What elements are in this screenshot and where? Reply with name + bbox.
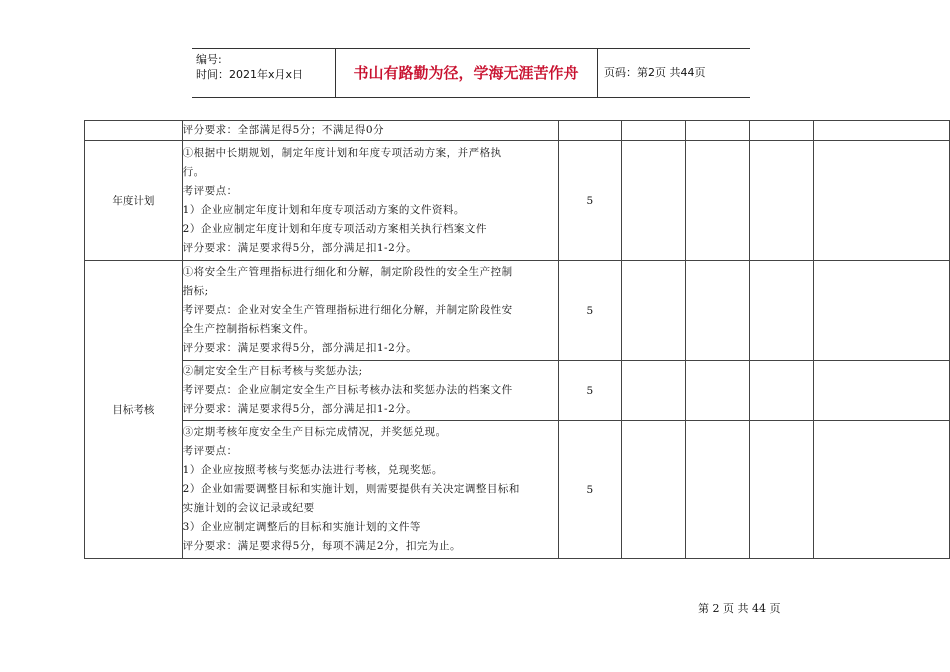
header-divider bbox=[597, 49, 598, 97]
content-line: 2）企业应制定年度计划和年度专项活动方案相关执行档案文件 bbox=[182, 222, 487, 235]
content-line: ①根据中长期规划，制定年度计划和年度专项活动方案，并严格执 bbox=[182, 146, 502, 159]
content-line: 全生产控制指标档案文件。 bbox=[182, 323, 315, 335]
score-cell: 5 bbox=[558, 261, 622, 361]
content-cell bbox=[182, 141, 558, 261]
content-cell bbox=[182, 121, 558, 141]
table-row bbox=[85, 121, 950, 141]
table-row bbox=[85, 421, 950, 559]
document-number-label: 编号: bbox=[196, 53, 222, 66]
content-line: 考评要点： bbox=[182, 445, 238, 457]
score-cell: 5 bbox=[558, 361, 622, 421]
score-cell: 5 bbox=[558, 421, 622, 559]
empty-cell bbox=[622, 261, 686, 361]
content-line: ②制定安全生产目标考核与奖惩办法; bbox=[182, 365, 363, 377]
content-line: 评分要求：满足要求得5分，每项不满足2分，扣完为止。 bbox=[182, 540, 462, 552]
content-line: ③定期考核年度安全生产目标完成情况，并奖惩兑现。 bbox=[182, 426, 447, 438]
content-line: 考评要点：企业对安全生产管理指标进行细化分解，并制定阶段性安 bbox=[182, 304, 513, 316]
content-line: 指标; bbox=[182, 285, 209, 297]
content-line: ①将安全生产管理指标进行细化和分解，制定阶段性的安全生产控制 bbox=[182, 266, 513, 278]
score-cell: 5 bbox=[558, 141, 622, 261]
empty-cell bbox=[622, 421, 686, 559]
empty-cell bbox=[622, 141, 686, 261]
empty-cell bbox=[749, 261, 813, 361]
content-line: 考评要点：企业应制定安全生产目标考核办法和奖惩办法的档案文件 bbox=[182, 384, 513, 396]
header-motto: 书山有路勤为径，学海无涯苦作舟 bbox=[353, 64, 579, 82]
content-cell bbox=[182, 421, 558, 559]
empty-cell bbox=[622, 121, 686, 141]
content-cell bbox=[182, 361, 558, 421]
content-line: 评分要求：满足要求得5分，部分满足扣1-2分。 bbox=[182, 342, 418, 354]
empty-cell bbox=[749, 141, 813, 261]
content-line: 2）企业如需要调整目标和实施计划，则需要提供有关决定调整目标和 bbox=[182, 483, 520, 495]
content-line: 评分要求：全部满足得5分；不满足得0分 bbox=[182, 124, 385, 136]
header-page-label: 页码：第2页 共44页 bbox=[604, 66, 706, 79]
content-line: 实施计划的会议记录或纪要 bbox=[182, 502, 315, 514]
empty-cell bbox=[749, 121, 813, 141]
empty-cell bbox=[686, 261, 750, 361]
empty-cell bbox=[813, 421, 949, 559]
content-line: 1）企业应制定年度计划和年度专项活动方案的文件资料。 bbox=[182, 203, 465, 216]
document-time-label: 时间：2021年x月x日 bbox=[196, 68, 304, 81]
empty-cell bbox=[813, 361, 949, 421]
page-footer: 第 2 页 共 44 页 bbox=[698, 602, 781, 615]
empty-cell bbox=[749, 421, 813, 559]
content-line: 评分要求：满足要求得5分，部分满足扣1-2分。 bbox=[182, 241, 418, 254]
header-meta bbox=[196, 52, 303, 82]
evaluation-table bbox=[84, 120, 950, 559]
category-cell: 年度计划 bbox=[85, 141, 183, 261]
content-line: 3）企业应制定调整后的目标和实施计划的文件等 bbox=[182, 521, 421, 533]
category-cell bbox=[85, 121, 183, 141]
empty-cell bbox=[686, 421, 750, 559]
table-row bbox=[85, 361, 950, 421]
empty-cell bbox=[813, 261, 949, 361]
empty-cell bbox=[686, 121, 750, 141]
content-line: 行。 bbox=[182, 165, 205, 178]
empty-cell bbox=[686, 141, 750, 261]
empty-cell bbox=[813, 121, 949, 141]
score-cell bbox=[558, 121, 622, 141]
empty-cell bbox=[686, 361, 750, 421]
empty-cell bbox=[749, 361, 813, 421]
table-row bbox=[85, 261, 950, 361]
content-line: 考评要点： bbox=[182, 184, 238, 197]
content-cell bbox=[182, 261, 558, 361]
category-cell: 目标考核 bbox=[85, 261, 183, 559]
table-row bbox=[85, 141, 950, 261]
page-header bbox=[192, 48, 750, 98]
content-line: 评分要求：满足要求得5分，部分满足扣1-2分。 bbox=[182, 403, 418, 415]
content-line: 1）企业应按照考核与奖惩办法进行考核，兑现奖惩。 bbox=[182, 464, 443, 476]
empty-cell bbox=[622, 361, 686, 421]
empty-cell bbox=[813, 141, 949, 261]
